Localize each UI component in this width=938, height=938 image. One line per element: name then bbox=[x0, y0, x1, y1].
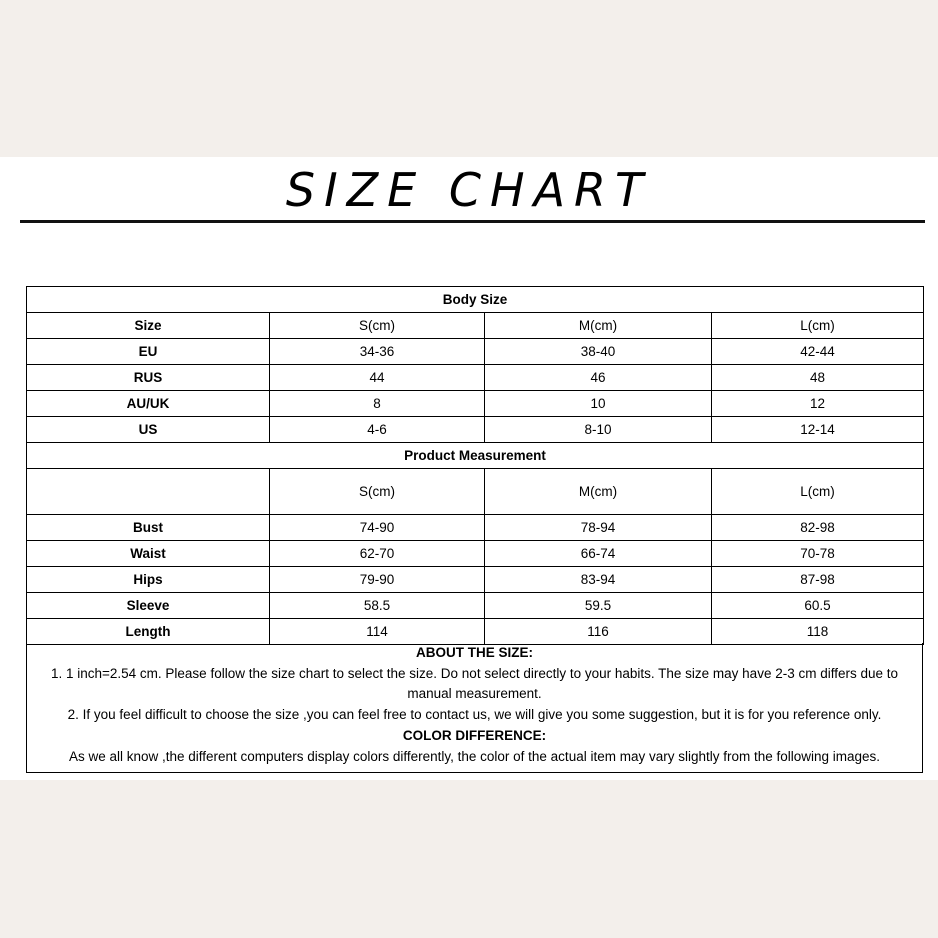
about-size-heading: ABOUT THE SIZE: bbox=[416, 645, 533, 660]
table-cell: 44 bbox=[270, 365, 485, 391]
table-row bbox=[27, 619, 924, 645]
title-divider bbox=[20, 220, 925, 223]
header-cell: S(cm) bbox=[270, 313, 485, 339]
page-title: SIZE CHART bbox=[285, 163, 653, 217]
row-label: Bust bbox=[27, 515, 270, 541]
table-row bbox=[27, 541, 924, 567]
header-cell: M(cm) bbox=[485, 313, 712, 339]
table-cell: 74-90 bbox=[270, 515, 485, 541]
row-label: Hips bbox=[27, 567, 270, 593]
table-cell: 116 bbox=[485, 619, 712, 645]
row-label: Sleeve bbox=[27, 593, 270, 619]
note-2: 2. If you feel difficult to choose the size ,you can feel free to contact us, we will give you some suggestion, but it is for you reference only. bbox=[67, 707, 882, 723]
table-cell: 42-44 bbox=[712, 339, 924, 365]
body-size-caption: Body Size bbox=[27, 287, 924, 313]
table-cell: 34-36 bbox=[270, 339, 485, 365]
color-difference-heading: COLOR DIFFERENCE: bbox=[402, 727, 547, 743]
table-cell: 10 bbox=[485, 391, 712, 417]
table-cell: 78-94 bbox=[485, 515, 712, 541]
table-cell: 8 bbox=[270, 391, 485, 417]
row-label: RUS bbox=[27, 365, 270, 391]
header-cell: M(cm) bbox=[485, 469, 712, 515]
table-row bbox=[27, 593, 924, 619]
size-chart-table bbox=[26, 286, 924, 645]
table-cell: 4-6 bbox=[270, 417, 485, 443]
color-difference-text: As we all know ,the different computers display colors differently, the color of the actual item may vary slightly from the following images. bbox=[68, 748, 881, 764]
header-cell: Size bbox=[27, 313, 270, 339]
table-cell: 59.5 bbox=[485, 593, 712, 619]
table-cell: 46 bbox=[485, 365, 712, 391]
table-cell: 12-14 bbox=[712, 417, 924, 443]
header-cell bbox=[27, 469, 270, 515]
body-size-header-row bbox=[27, 313, 924, 339]
table-cell: 12 bbox=[712, 391, 924, 417]
table-cell: 114 bbox=[270, 619, 485, 645]
header-cell: L(cm) bbox=[712, 469, 924, 515]
row-label: US bbox=[27, 417, 270, 443]
table-cell: 66-74 bbox=[485, 541, 712, 567]
table-cell: 60.5 bbox=[712, 593, 924, 619]
note-1: 1. 1 inch=2.54 cm. Please follow the size chart to select the size. Do not select directly to your habits. The size may have 2-3 cm differs due to manual measurement. bbox=[50, 665, 899, 702]
table-row bbox=[27, 515, 924, 541]
row-label: AU/UK bbox=[27, 391, 270, 417]
size-notes bbox=[26, 643, 923, 773]
header-cell: S(cm) bbox=[270, 469, 485, 515]
table-row bbox=[27, 417, 924, 443]
product-header-row bbox=[27, 469, 924, 515]
table-cell: 118 bbox=[712, 619, 924, 645]
table-row bbox=[27, 391, 924, 417]
table-cell: 8-10 bbox=[485, 417, 712, 443]
table-cell: 87-98 bbox=[712, 567, 924, 593]
table-row bbox=[27, 365, 924, 391]
table-cell: 83-94 bbox=[485, 567, 712, 593]
table-row bbox=[27, 339, 924, 365]
table-cell: 38-40 bbox=[485, 339, 712, 365]
table-cell: 79-90 bbox=[270, 567, 485, 593]
product-measurement-caption: Product Measurement bbox=[27, 443, 924, 469]
table-row bbox=[27, 567, 924, 593]
row-label: Length bbox=[27, 619, 270, 645]
table-cell: 82-98 bbox=[712, 515, 924, 541]
table-cell: 58.5 bbox=[270, 593, 485, 619]
table-cell: 70-78 bbox=[712, 541, 924, 567]
row-label: Waist bbox=[27, 541, 270, 567]
table-cell: 62-70 bbox=[270, 541, 485, 567]
row-label: EU bbox=[27, 339, 270, 365]
table-cell: 48 bbox=[712, 365, 924, 391]
header-cell: L(cm) bbox=[712, 313, 924, 339]
